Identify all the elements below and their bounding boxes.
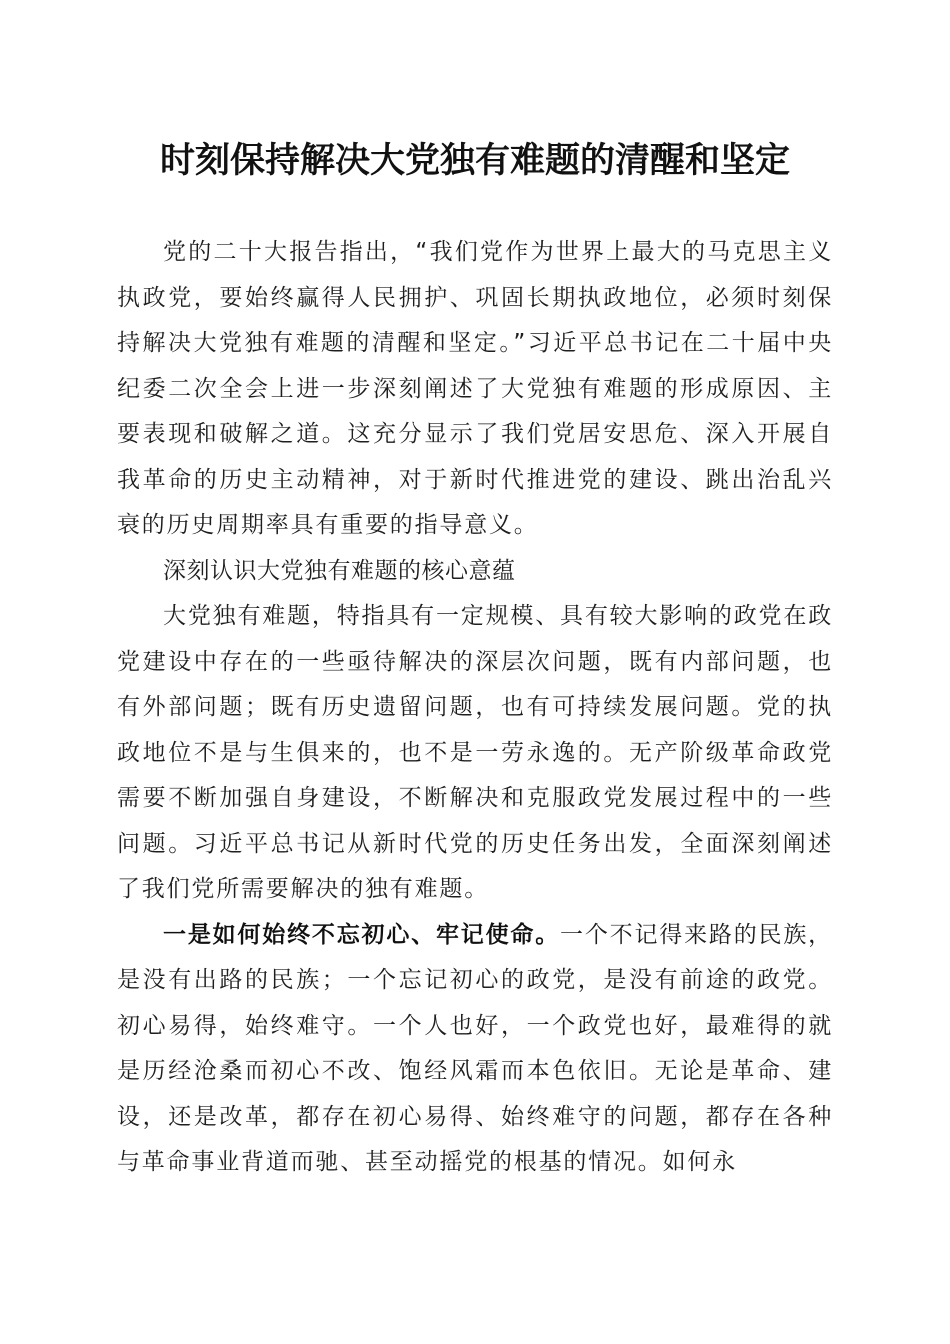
document-body	[117, 230, 833, 1186]
section-heading: 深刻认识大党独有难题的核心意蕴	[163, 557, 516, 584]
point-one-text: 一个不记得来路的民族，是没有出路的民族；一个忘记初心的政党，是没有前途的政党。初心易得，始终难守。一个人也好，一个政党也好，最难得的就是历经沧桑而初心不改、饱经风霜而本色依旧。无论是革命、建设，还是改革，都存在初心易得、始终难守的问题，都存在各种与革命事业背道而驰、甚至动摇党的根基的情况。如何永	[117, 921, 833, 1175]
point-one-lead: 一是如何始终不忘初心、牢记使命。	[163, 921, 561, 948]
document-title: 时刻保持解决大党独有难题的清醒和坚定	[159, 140, 790, 181]
paragraph-intro: 党的二十大报告指出，“我们党作为世界上最大的马克思主义执政党，要始终赢得人民拥护、巩固长期执政地位，必须时刻保持解决大党独有难题的清醒和坚定。”习近平总书记在二十届中央纪委二次全会上进一步深刻阐述了大党独有难题的形成原因、主要表现和破解之道。这充分显示了我们党居安思危、深入开展自我革命的历史主动精神，对于新时代推进党的建设、跳出治乱兴衰的历史周期率具有重要的指导意义。	[117, 239, 833, 538]
paragraph-definition: 大党独有难题，特指具有一定规模、具有较大影响的政党在政党建设中存在的一些亟待解决的深层次问题，既有内部问题，也有外部问题；既有历史遗留问题，也有可持续发展问题。党的执政地位不是与生俱来的，也不是一劳永逸的。无产阶级革命政党需要不断加强自身建设，不断解决和克服政党发展过程中的一些问题。习近平总书记从新时代党的历史任务出发，全面深刻阐述了我们党所需要解决的独有难题。	[117, 603, 833, 902]
paragraph-point-one	[117, 913, 833, 1186]
